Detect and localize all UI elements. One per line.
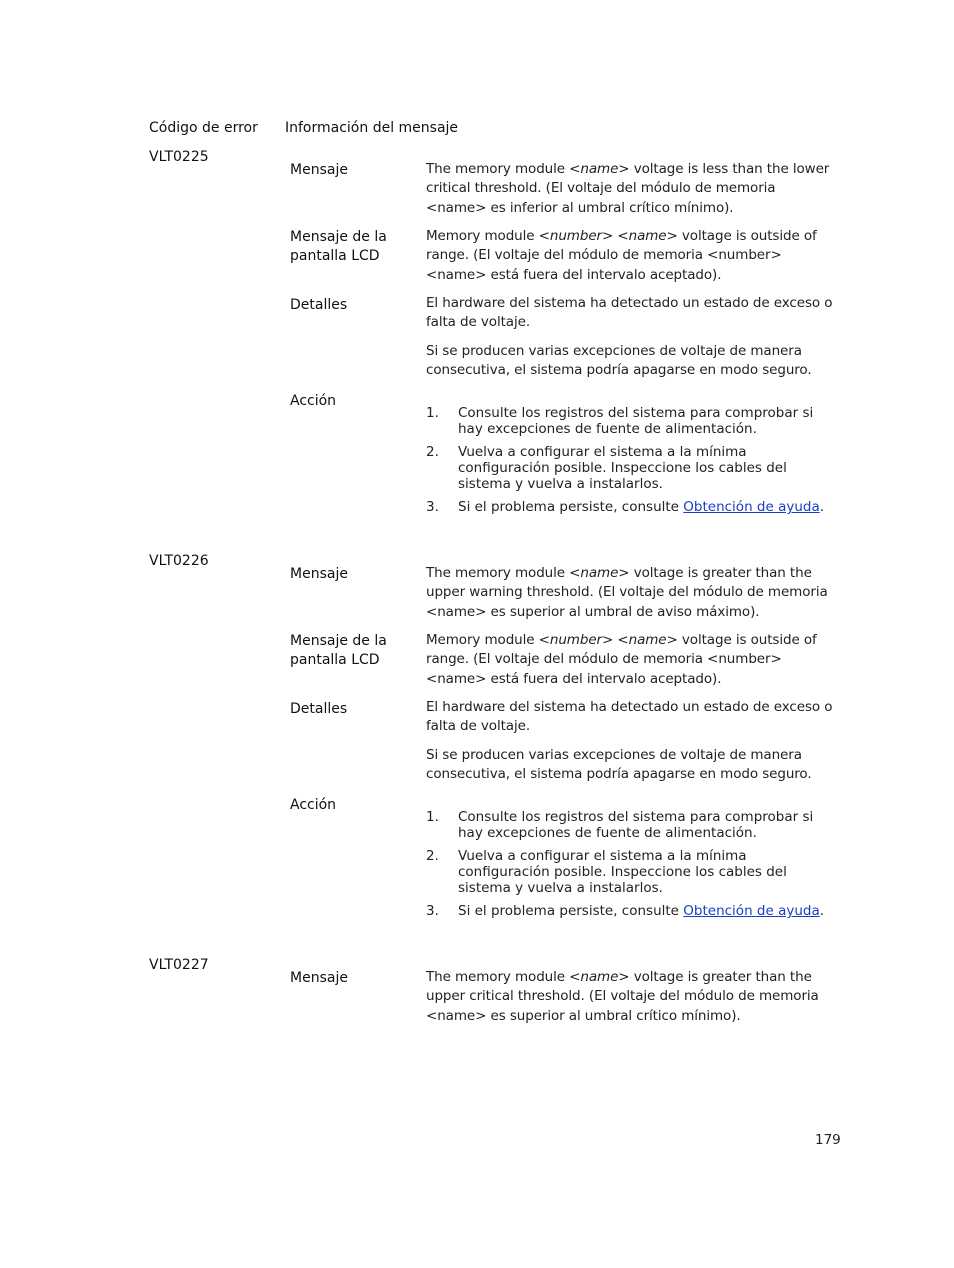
page-number: 179 <box>815 1132 841 1148</box>
details-text: El hardware del sistema ha detectado un estado de exceso o falta de voltaje. <box>426 295 833 331</box>
get-help-link[interactable]: Obtención de ayuda <box>683 903 820 919</box>
error-code: VLT0227 <box>149 957 209 973</box>
label-lcd-message: Mensaje de la pantalla LCD <box>290 229 387 264</box>
list-item: 2. Vuelva a configurar el sistema a la mínima configuración posible. Inspeccione los cables del sistema y vuelva a instalarlos. <box>426 444 787 492</box>
message-text: The memory module <name> voltage is greater than the upper warning threshold. (El voltaje del módulo de memoria <name> es superior al umbral de aviso máximo). <box>426 565 828 620</box>
message-text: The memory module <name> voltage is greater than the upper critical threshold. (El voltaje del módulo de memoria <name> es superior al umbral crítico mínimo). <box>426 969 819 1024</box>
label-message: Mensaje <box>290 162 348 178</box>
label-lcd-message: Mensaje de la pantalla LCD <box>290 633 387 668</box>
details-text: El hardware del sistema ha detectado un estado de exceso o falta de voltaje. <box>426 699 833 735</box>
label-action: Acción <box>290 797 337 813</box>
label-message: Mensaje <box>290 970 348 986</box>
details-text-2: Si se producen varias excepciones de voltaje de manera consecutiva, el sistema podría apagarse en modo seguro. <box>426 747 812 783</box>
column-header-message-info: Información del mensaje <box>285 120 459 136</box>
message-text: The memory module <name> voltage is less than the lower critical threshold. (El voltaje del módulo de memoria <name> es inferior al umbral crítico mínimo). <box>426 161 830 216</box>
label-message: Mensaje <box>290 566 348 582</box>
error-code: VLT0226 <box>149 553 209 569</box>
action-steps-list <box>426 405 836 522</box>
label-details: Detalles <box>290 297 348 313</box>
list-item: 2. Vuelva a configurar el sistema a la mínima configuración posible. Inspeccione los cables del sistema y vuelva a instalarlos. <box>426 848 787 896</box>
error-code: VLT0225 <box>149 149 209 165</box>
list-item: 3. Si el problema persiste, consulte Obtención de ayuda. <box>426 499 825 515</box>
lcd-message-text: Memory module <number> <name> voltage is outside of range. (El voltaje del módulo de memoria <number> <name> está fuera del intervalo aceptado). <box>426 228 817 283</box>
action-steps-list <box>426 809 836 926</box>
label-action: Acción <box>290 393 337 409</box>
details-text-2: Si se producen varias excepciones de voltaje de manera consecutiva, el sistema podría apagarse en modo seguro. <box>426 343 812 379</box>
get-help-link[interactable]: Obtención de ayuda <box>683 499 820 515</box>
list-item: 1. Consulte los registros del sistema para comprobar si hay excepciones de fuente de alimentación. <box>426 405 814 437</box>
column-header-error-code: Código de error <box>149 120 258 136</box>
lcd-message-text: Memory module <number> <name> voltage is outside of range. (El voltaje del módulo de memoria <number> <name> está fuera del intervalo aceptado). <box>426 632 817 687</box>
label-details: Detalles <box>290 701 348 717</box>
list-item: 3. Si el problema persiste, consulte Obtención de ayuda. <box>426 903 825 919</box>
list-item: 1. Consulte los registros del sistema para comprobar si hay excepciones de fuente de alimentación. <box>426 809 814 841</box>
